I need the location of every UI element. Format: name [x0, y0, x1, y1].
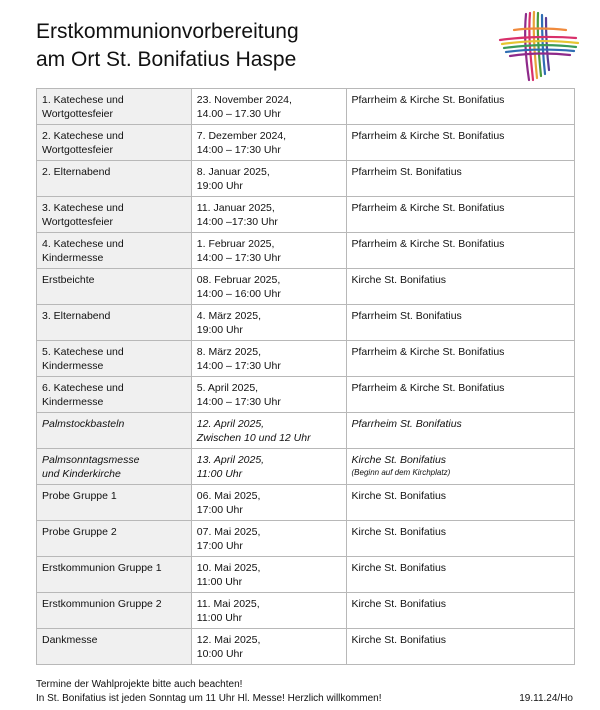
event-cell-line: 6. Katechese und [42, 382, 124, 394]
location-cell [346, 89, 574, 125]
location-cell-line: Pfarrheim & Kirche St. Bonifatius [351, 202, 505, 214]
event-cell [37, 413, 192, 449]
event-cell-line: 5. Katechese und [42, 346, 124, 358]
event-cell-line: Wortgottesfeier [42, 108, 114, 120]
event-cell-line: und Kinderkirche [42, 468, 121, 480]
date-cell-line: 19:00 Uhr [196, 324, 243, 336]
location-cell [346, 233, 574, 269]
date-cell-line: 14:00 – 17:30 Uhr [196, 252, 281, 264]
location-cell [346, 413, 574, 449]
colorful-cross-logo-icon [496, 10, 580, 82]
date-cell-line: 08. Februar 2025, [196, 274, 281, 286]
date-cell [191, 161, 346, 197]
date-cell-line: 11:00 Uhr [196, 612, 243, 624]
date-cell-line: 14:00 – 17:30 Uhr [196, 144, 281, 156]
location-cell-line: Kirche St. Bonifatius [351, 454, 447, 466]
event-cell-line: 2. Katechese und [42, 130, 124, 142]
date-cell-line: 12. Mai 2025, [196, 634, 261, 646]
event-cell [37, 341, 192, 377]
date-cell [191, 89, 346, 125]
date-cell [191, 125, 346, 161]
table-row [37, 161, 575, 197]
date-cell [191, 341, 346, 377]
date-cell-line: 14:00 – 17:30 Uhr [196, 360, 281, 372]
location-cell [346, 341, 574, 377]
date-cell-line: 4. März 2025, [196, 310, 261, 322]
date-cell-line: 14:00 – 16:00 Uhr [196, 288, 281, 300]
location-cell [346, 449, 574, 485]
event-cell-line: Wortgottesfeier [42, 144, 114, 156]
event-cell-line: Dankmesse [42, 634, 98, 646]
location-cell [346, 629, 574, 665]
location-cell-line: Kirche St. Bonifatius [351, 598, 447, 610]
table-row [37, 269, 575, 305]
table-row [37, 629, 575, 665]
location-cell-line: Kirche St. Bonifatius [351, 526, 447, 538]
event-cell [37, 557, 192, 593]
date-cell-line: 06. Mai 2025, [196, 490, 261, 502]
table-row [37, 593, 575, 629]
location-cell-line: Kirche St. Bonifatius [351, 274, 447, 286]
location-cell [346, 305, 574, 341]
date-cell-line: 1. Februar 2025, [196, 238, 275, 250]
location-cell-line: Pfarrheim & Kirche St. Bonifatius [351, 382, 505, 394]
location-cell-line: Pfarrheim St. Bonifatius [351, 166, 462, 178]
date-cell [191, 269, 346, 305]
date-cell [191, 557, 346, 593]
event-cell-line: 2. Elternabend [42, 166, 111, 178]
table-row [37, 197, 575, 233]
date-cell-line: 23. November 2024, [196, 94, 292, 106]
location-cell-line: Kirche St. Bonifatius [351, 562, 447, 574]
date-cell-line: 14.00 – 17.30 Uhr [196, 108, 281, 120]
date-cell [191, 305, 346, 341]
table-row [37, 485, 575, 521]
event-cell-line: Wortgottesfeier [42, 216, 114, 228]
location-cell [346, 269, 574, 305]
table-row [37, 233, 575, 269]
document-reference: 19.11.24/Ho [519, 693, 573, 704]
location-cell-line: Pfarrheim St. Bonifatius [351, 310, 462, 322]
date-cell-line: 13. April 2025, [196, 454, 265, 466]
date-cell [191, 449, 346, 485]
date-cell [191, 629, 346, 665]
date-cell-line: 11. Mai 2025, [196, 598, 260, 610]
title-line-1: Erstkommunionvorbereitung [36, 20, 299, 43]
event-cell [37, 377, 192, 413]
event-cell [37, 269, 192, 305]
date-cell-line: 17:00 Uhr [196, 540, 243, 552]
location-cell [346, 377, 574, 413]
date-cell-line: 11:00 Uhr [196, 468, 243, 480]
footer [36, 678, 575, 706]
event-cell-line: Erstkommunion Gruppe 2 [42, 598, 162, 610]
date-cell-line: 19:00 Uhr [196, 180, 243, 192]
page-title [36, 18, 299, 74]
footer-note-projects: Termine der Wahlprojekte bitte auch beachten! [36, 679, 243, 690]
table-row [37, 89, 575, 125]
location-cell [346, 593, 574, 629]
date-cell-line: 10:00 Uhr [196, 648, 243, 660]
event-cell [37, 305, 192, 341]
event-cell-line: Erstbeichte [42, 274, 95, 286]
event-cell [37, 521, 192, 557]
event-cell-line: Kindermesse [42, 252, 104, 264]
location-cell-line: Kirche St. Bonifatius [351, 634, 447, 646]
event-cell-line: Kindermesse [42, 396, 104, 408]
table-row [37, 413, 575, 449]
location-cell-line: Pfarrheim St. Bonifatius [351, 418, 462, 430]
date-cell [191, 521, 346, 557]
location-cell [346, 125, 574, 161]
event-cell [37, 485, 192, 521]
table-row [37, 557, 575, 593]
table-row [37, 305, 575, 341]
event-cell [37, 593, 192, 629]
table-row [37, 377, 575, 413]
location-cell [346, 161, 574, 197]
table-row [37, 341, 575, 377]
location-cell [346, 521, 574, 557]
event-cell [37, 89, 192, 125]
title-line-2: am Ort St. Bonifatius Haspe [36, 48, 297, 71]
date-cell-line: Zwischen 10 und 12 Uhr [196, 432, 311, 444]
location-cell [346, 485, 574, 521]
location-note: (Beginn auf dem Kirchplatz) [351, 468, 451, 477]
event-cell-line: Probe Gruppe 1 [42, 490, 117, 502]
event-cell [37, 449, 192, 485]
event-cell [37, 161, 192, 197]
date-cell-line: 8. Januar 2025, [196, 166, 270, 178]
date-cell [191, 197, 346, 233]
event-cell [37, 197, 192, 233]
date-cell-line: 10. Mai 2025, [196, 562, 261, 574]
date-cell-line: 11:00 Uhr [196, 576, 243, 588]
date-cell-line: 14:00 –17:30 Uhr [196, 216, 278, 228]
event-cell [37, 629, 192, 665]
date-cell-line: 07. Mai 2025, [196, 526, 261, 538]
location-cell-line: Pfarrheim & Kirche St. Bonifatius [351, 94, 505, 106]
event-cell-line: 1. Katechese und [42, 94, 124, 106]
footer-note-mass: In St. Bonifatius ist jeden Sonntag um 11 Uhr Hl. Messe! Herzlich willkommen! [36, 693, 382, 704]
table-row [37, 449, 575, 485]
location-cell-line: Pfarrheim & Kirche St. Bonifatius [351, 130, 505, 142]
date-cell [191, 485, 346, 521]
event-cell-line: 3. Katechese und [42, 202, 124, 214]
table-row [37, 125, 575, 161]
date-cell-line: 11. Januar 2025, [196, 202, 275, 214]
date-cell [191, 377, 346, 413]
date-cell-line: 5. April 2025, [196, 382, 259, 394]
date-cell [191, 593, 346, 629]
date-cell-line: 14:00 – 17:30 Uhr [196, 396, 281, 408]
location-cell [346, 197, 574, 233]
location-cell-line: Kirche St. Bonifatius [351, 490, 447, 502]
schedule-table [36, 88, 575, 665]
location-cell [346, 557, 574, 593]
event-cell-line: Kindermesse [42, 360, 104, 372]
table-row [37, 521, 575, 557]
event-cell-line: Palmsonntagsmesse [42, 454, 140, 466]
event-cell-line: Erstkommunion Gruppe 1 [42, 562, 162, 574]
location-cell-line: Pfarrheim & Kirche St. Bonifatius [351, 238, 505, 250]
event-cell-line: 4. Katechese und [42, 238, 124, 250]
date-cell-line: 8. März 2025, [196, 346, 261, 358]
event-cell-line: 3. Elternabend [42, 310, 111, 322]
location-cell-line: Pfarrheim & Kirche St. Bonifatius [351, 346, 505, 358]
date-cell-line: 12. April 2025, [196, 418, 265, 430]
event-cell [37, 125, 192, 161]
event-cell-line: Probe Gruppe 2 [42, 526, 117, 538]
date-cell-line: 17:00 Uhr [196, 504, 243, 516]
date-cell-line: 7. Dezember 2024, [196, 130, 287, 142]
date-cell [191, 413, 346, 449]
date-cell [191, 233, 346, 269]
event-cell-line: Palmstockbasteln [42, 418, 125, 430]
event-cell [37, 233, 192, 269]
